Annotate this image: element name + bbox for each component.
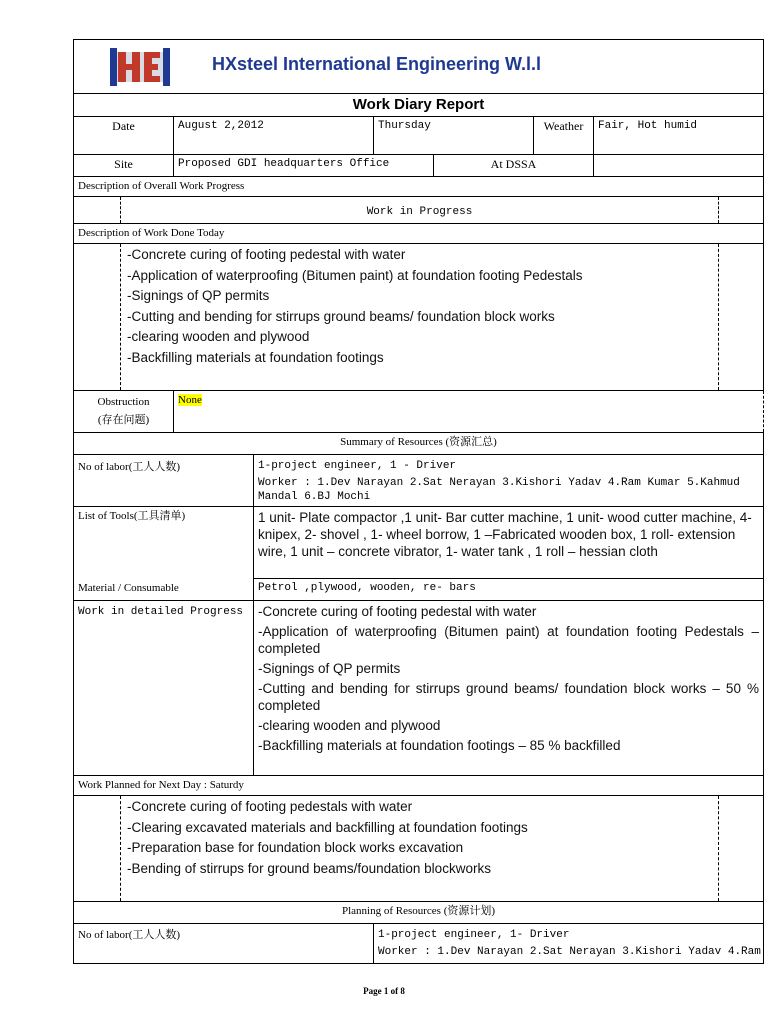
tools-label: List of Tools(工具清单): [74, 507, 254, 579]
planned-list: [120, 796, 719, 901]
work-done-item: -Application of waterproofing (Bitumen paint) at foundation footing Pedestals: [127, 267, 583, 283]
detailed-list: [254, 601, 764, 776]
detailed-item: -Application of waterproofing (Bitumen paint) at foundation footing Pedestals – completed: [258, 624, 759, 656]
work-done-item: -Signings of QP permits: [127, 288, 270, 303]
work-done-item: -Cutting and bending for stirrups ground beams/ foundation block works: [127, 308, 555, 324]
page-number: Page 1 of 8: [363, 986, 405, 996]
report-title: Work Diary Report: [74, 94, 764, 117]
material-label: Material / Consumable: [74, 579, 254, 601]
detailed-item: -Cutting and bending for stirrups ground beams/ foundation block works – 50 % completed: [258, 681, 759, 713]
report-page: [73, 39, 763, 964]
work-done-item: -Concrete curing of footing pedestal with water: [127, 247, 406, 262]
material-value: Petrol ,plywood, wooden, re- bars: [254, 579, 764, 601]
planned-label: Work Planned for Next Day : Saturdy: [74, 776, 764, 796]
company-name: HXsteel International Engineering W.l.l: [212, 54, 542, 74]
plan-labor-line-1: 1-project engineer, 1- Driver: [378, 929, 570, 941]
obstruction-label: Obstruction: [97, 396, 150, 408]
planned-item: -Preparation base for foundation block works excavation: [127, 840, 464, 855]
site-empty-cell: [594, 155, 764, 177]
plan-labor-line-2: Worker : 1.Dev Narayan 2.Sat Nerayan 3.Kishori Yadav 4.Ram: [378, 946, 761, 958]
day-value: Thursday: [374, 117, 534, 155]
site-location: At DSSA: [434, 155, 594, 177]
summary-resources-label: Summary of Resources (资源汇总): [74, 433, 764, 455]
labor-line-2: Worker : 1.Dev Narayan 2.Sat Nerayan 3.Kishori Yadav 4.Ram Kumar 5.Kahmud Mandal 6.BJ Mochi: [258, 477, 740, 503]
report-table: [73, 39, 764, 964]
detailed-item: -clearing wooden and plywood: [258, 718, 441, 733]
planned-item: -Clearing excavated materials and backfilling at foundation footings: [127, 819, 528, 835]
work-done-item: -clearing wooden and plywood: [127, 329, 310, 344]
overall-progress-label: Description of Overall Work Progress: [74, 177, 764, 197]
labor-line-1: 1-project engineer, 1 - Driver: [258, 460, 457, 472]
detailed-item: -Signings of QP permits: [258, 661, 401, 676]
plan-labor-label: No of labor(工人人数): [74, 924, 374, 964]
tools-value: 1 unit- Plate compactor ,1 unit- Bar cutter machine, 1 unit- wood cutter machine, 4- knipex, 2- shovel , 1- wheel borrow, 1 –Fabricated wooden box, 1 roll- extension wire, 1 unit – concrete vibrator, 1- water tank , 1 roll – hessian cloth: [254, 507, 764, 579]
company-logo-icon: [110, 46, 170, 88]
labor-value-cell: [254, 455, 764, 507]
obstruction-label-cn: (存在问题): [97, 414, 150, 426]
work-done-cell: [74, 244, 764, 391]
planned-item: -Bending of stirrups for ground beams/foundation blockworks: [127, 860, 491, 876]
date-label: Date: [74, 117, 174, 155]
site-label: Site: [74, 155, 174, 177]
site-value: Proposed GDI headquarters Office: [174, 155, 434, 177]
planned-cell: [74, 796, 764, 902]
work-done-list: [120, 244, 719, 390]
report-header: [74, 40, 764, 94]
planned-item: -Concrete curing of footing pedestals with water: [127, 799, 413, 814]
work-in-progress-text: Work in Progress: [120, 197, 719, 223]
date-value: August 2,2012: [174, 117, 374, 155]
work-done-item: -Backfilling materials at foundation footings: [127, 349, 384, 365]
detailed-item: -Backfilling materials at foundation footings – 85 % backfilled: [258, 738, 621, 753]
detailed-label: Work in detailed Progress: [74, 601, 254, 776]
plan-labor-value-cell: [374, 924, 764, 964]
detailed-item: -Concrete curing of footing pedestal with water: [258, 604, 537, 619]
labor-label: No of labor(工人人数): [74, 455, 254, 507]
obstruction-value-cell: [174, 391, 764, 433]
obstruction-label-cell: [74, 391, 174, 433]
obstruction-value: None: [178, 394, 202, 406]
weather-value: Fair, Hot humid: [594, 117, 764, 155]
overall-progress-cell: [74, 197, 764, 224]
planning-resources-label: Planning of Resources (资源计划): [74, 902, 764, 924]
weather-label: Weather: [534, 117, 594, 155]
work-done-label: Description of Work Done Today: [74, 224, 764, 244]
